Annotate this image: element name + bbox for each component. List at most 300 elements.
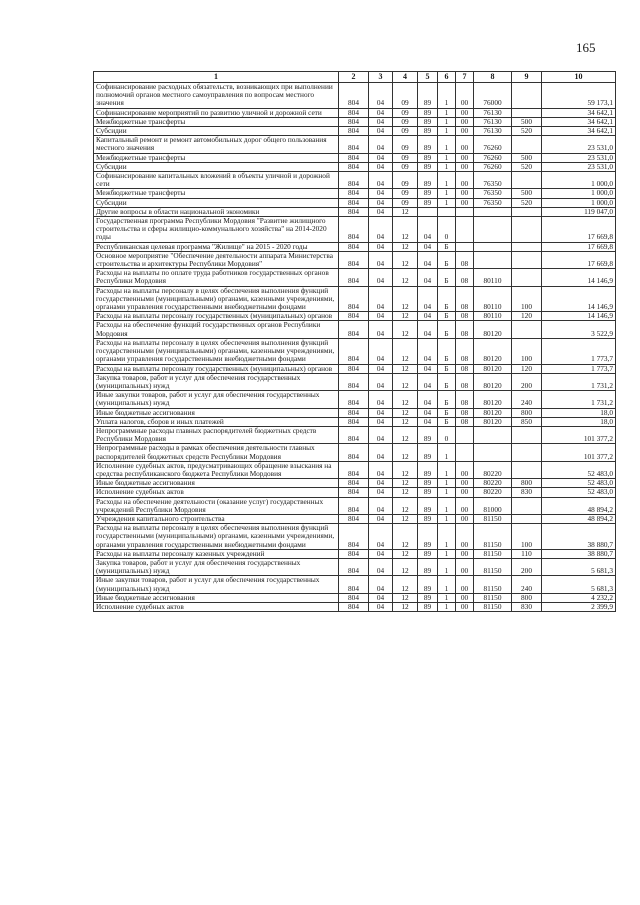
code-subsection: 09 <box>393 172 418 189</box>
code-expense-type: 520 <box>512 162 542 171</box>
amount-cell: 4 232,2 <box>542 593 616 602</box>
table-row <box>94 162 616 171</box>
row-description: Закупка товаров, работ и услуг для обеспечения государственных (муниципальных) нужд <box>94 558 339 575</box>
budget-table <box>93 71 616 612</box>
code-subsection: 12 <box>393 338 418 364</box>
code-subsection: 12 <box>393 576 418 593</box>
code-direction: 76260 <box>474 162 512 171</box>
code-event: 08 <box>456 312 474 321</box>
row-description: Другие вопросы в области национальной экономики <box>94 207 339 216</box>
amount-cell: 1 000,0 <box>542 172 616 189</box>
code-section: 04 <box>369 373 393 390</box>
code-expense-type <box>512 136 542 153</box>
code-event: 00 <box>456 461 474 478</box>
column-header: 2 <box>339 72 369 83</box>
code-ministry: 804 <box>339 83 369 109</box>
code-section: 04 <box>369 312 393 321</box>
code-subprogram: 1 <box>438 153 456 162</box>
code-subprogram: Б <box>438 338 456 364</box>
code-event <box>456 426 474 443</box>
code-event: 00 <box>456 549 474 558</box>
amount-cell: 23 531,0 <box>542 153 616 162</box>
code-direction: 81150 <box>474 514 512 523</box>
code-expense-type: 240 <box>512 391 542 408</box>
row-description: Иные закупки товаров, работ и услуг для обеспечения государственных (муниципальных) нужд <box>94 576 339 593</box>
code-direction <box>474 217 512 243</box>
code-section: 04 <box>369 321 393 338</box>
code-expense-type: 800 <box>512 593 542 602</box>
row-description: Расходы на выплаты персоналу казенных учреждений <box>94 549 339 558</box>
code-program: 04 <box>418 269 438 286</box>
code-subprogram: 1 <box>438 479 456 488</box>
code-event: 00 <box>456 83 474 109</box>
code-expense-type: 100 <box>512 524 542 550</box>
code-subprogram: 1 <box>438 488 456 497</box>
code-subprogram: 1 <box>438 127 456 136</box>
code-expense-type: 100 <box>512 286 542 312</box>
code-program: 89 <box>418 136 438 153</box>
code-expense-type: 830 <box>512 488 542 497</box>
code-event: 00 <box>456 189 474 198</box>
code-section: 04 <box>369 391 393 408</box>
code-subprogram: 1 <box>438 136 456 153</box>
row-description: Субсидии <box>94 127 339 136</box>
code-direction: 76260 <box>474 153 512 162</box>
column-header: 10 <box>542 72 616 83</box>
amount-cell: 119 047,0 <box>542 207 616 216</box>
table-row <box>94 479 616 488</box>
code-program: 04 <box>418 321 438 338</box>
row-description: Софинансирование расходных обязательств, возникающих при выполнении полномочий органов местного самоуправления по вопросам местного значения <box>94 83 339 109</box>
code-expense-type <box>512 217 542 243</box>
amount-cell: 1 731,2 <box>542 373 616 390</box>
code-ministry: 804 <box>339 172 369 189</box>
code-ministry: 804 <box>339 117 369 126</box>
code-section: 04 <box>369 251 393 268</box>
code-subsection: 09 <box>393 189 418 198</box>
code-ministry: 804 <box>339 497 369 514</box>
row-description: Исполнение судебных актов, предусматривающих обращение взыскания на средства республиканского бюджета Республики Мордовия <box>94 461 339 478</box>
code-program: 89 <box>418 602 438 611</box>
code-section: 04 <box>369 127 393 136</box>
table-row <box>94 217 616 243</box>
code-section: 04 <box>369 426 393 443</box>
code-program: 04 <box>418 286 438 312</box>
amount-cell: 34 642,1 <box>542 117 616 126</box>
table-row <box>94 286 616 312</box>
code-section: 04 <box>369 576 393 593</box>
code-event: 00 <box>456 576 474 593</box>
table-row <box>94 391 616 408</box>
code-expense-type: 800 <box>512 408 542 417</box>
amount-cell: 34 642,1 <box>542 127 616 136</box>
table-row <box>94 338 616 364</box>
column-header: 5 <box>418 72 438 83</box>
code-program: 04 <box>418 217 438 243</box>
code-section: 04 <box>369 83 393 109</box>
table-row <box>94 108 616 117</box>
code-ministry: 804 <box>339 444 369 461</box>
code-direction <box>474 251 512 268</box>
code-direction: 80220 <box>474 461 512 478</box>
code-program: 89 <box>418 198 438 207</box>
code-subsection: 12 <box>393 207 418 216</box>
code-ministry: 804 <box>339 364 369 373</box>
code-section: 04 <box>369 189 393 198</box>
amount-cell: 52 483,0 <box>542 479 616 488</box>
code-expense-type: 520 <box>512 127 542 136</box>
code-ministry: 804 <box>339 426 369 443</box>
code-program: 89 <box>418 593 438 602</box>
table-row <box>94 189 616 198</box>
row-description: Исполнение судебных актов <box>94 602 339 611</box>
row-description: Межбюджетные трансферты <box>94 117 339 126</box>
code-subsection: 12 <box>393 549 418 558</box>
code-expense-type: 120 <box>512 312 542 321</box>
code-expense-type <box>512 172 542 189</box>
code-program: 04 <box>418 364 438 373</box>
code-expense-type <box>512 426 542 443</box>
code-event: 00 <box>456 558 474 575</box>
table-row <box>94 242 616 251</box>
code-subsection: 12 <box>393 217 418 243</box>
code-event: 00 <box>456 524 474 550</box>
code-section: 04 <box>369 461 393 478</box>
code-subprogram: Б <box>438 391 456 408</box>
code-program: 89 <box>418 576 438 593</box>
code-section: 04 <box>369 269 393 286</box>
code-expense-type: 100 <box>512 338 542 364</box>
code-expense-type <box>512 83 542 109</box>
code-event: 00 <box>456 479 474 488</box>
code-direction: 80120 <box>474 364 512 373</box>
row-description: Иные бюджетные ассигнования <box>94 593 339 602</box>
code-ministry: 804 <box>339 189 369 198</box>
amount-cell: 17 669,8 <box>542 242 616 251</box>
table-row <box>94 117 616 126</box>
table-row <box>94 549 616 558</box>
code-expense-type <box>512 321 542 338</box>
code-ministry: 804 <box>339 286 369 312</box>
column-header: 6 <box>438 72 456 83</box>
code-event: 00 <box>456 162 474 171</box>
code-subsection: 12 <box>393 488 418 497</box>
code-subsection: 09 <box>393 162 418 171</box>
code-subprogram: 1 <box>438 549 456 558</box>
table-row <box>94 417 616 426</box>
code-section: 04 <box>369 338 393 364</box>
column-header: 4 <box>393 72 418 83</box>
code-direction: 80120 <box>474 408 512 417</box>
amount-cell: 34 642,1 <box>542 108 616 117</box>
code-subprogram <box>438 207 456 216</box>
code-program: 89 <box>418 162 438 171</box>
table-row <box>94 602 616 611</box>
amount-cell: 18,0 <box>542 417 616 426</box>
code-subsection: 12 <box>393 251 418 268</box>
code-expense-type <box>512 514 542 523</box>
code-program: 89 <box>418 117 438 126</box>
code-subsection: 12 <box>393 321 418 338</box>
code-program <box>418 207 438 216</box>
table-row <box>94 488 616 497</box>
code-subsection: 12 <box>393 391 418 408</box>
code-program: 04 <box>418 408 438 417</box>
table-row <box>94 444 616 461</box>
row-description: Непрограммные расходы в рамках обеспечения деятельности главных распорядителей бюджетных средств Республики Мордовия <box>94 444 339 461</box>
table-row <box>94 461 616 478</box>
amount-cell: 52 483,0 <box>542 461 616 478</box>
code-program: 89 <box>418 426 438 443</box>
code-direction: 76000 <box>474 83 512 109</box>
code-program: 89 <box>418 514 438 523</box>
code-expense-type <box>512 242 542 251</box>
code-direction <box>474 444 512 461</box>
code-subprogram: 1 <box>438 83 456 109</box>
code-program: 89 <box>418 444 438 461</box>
amount-cell: 38 880,7 <box>542 549 616 558</box>
code-subsection: 12 <box>393 269 418 286</box>
code-expense-type: 800 <box>512 479 542 488</box>
row-description: Иные закупки товаров, работ и услуг для обеспечения государственных (муниципальных) нужд <box>94 391 339 408</box>
code-subsection: 12 <box>393 242 418 251</box>
code-ministry: 804 <box>339 251 369 268</box>
code-direction: 76130 <box>474 127 512 136</box>
code-direction <box>474 207 512 216</box>
code-section: 04 <box>369 207 393 216</box>
amount-cell: 52 483,0 <box>542 488 616 497</box>
row-description: Расходы на выплаты персоналу в целях обеспечения выполнения функций государственными (муниципальными) органами, казенными учреждениями, органами управления государственными внебюджетными фондами <box>94 286 339 312</box>
amount-cell: 23 531,0 <box>542 136 616 153</box>
row-description: Учреждения капитального строительства <box>94 514 339 523</box>
header-row <box>94 72 616 83</box>
code-subprogram: 1 <box>438 558 456 575</box>
code-section: 04 <box>369 136 393 153</box>
column-header: 1 <box>94 72 339 83</box>
code-direction: 80120 <box>474 321 512 338</box>
column-header: 8 <box>474 72 512 83</box>
code-direction: 81150 <box>474 524 512 550</box>
code-expense-type: 200 <box>512 373 542 390</box>
code-direction: 81150 <box>474 602 512 611</box>
code-program: 89 <box>418 127 438 136</box>
code-event <box>456 242 474 251</box>
amount-cell: 3 522,9 <box>542 321 616 338</box>
row-description: Расходы на выплаты персоналу государственных (муниципальных) органов <box>94 312 339 321</box>
code-program: 04 <box>418 417 438 426</box>
table-row <box>94 207 616 216</box>
amount-cell: 1 731,2 <box>542 391 616 408</box>
code-event: 00 <box>456 117 474 126</box>
code-program: 04 <box>418 242 438 251</box>
code-direction: 76130 <box>474 108 512 117</box>
code-event: 00 <box>456 172 474 189</box>
row-description: Республиканская целевая программа "Жилище" на 2015 - 2020 годы <box>94 242 339 251</box>
code-direction: 76130 <box>474 117 512 126</box>
row-description: Расходы на выплаты персоналу государственных (муниципальных) органов <box>94 364 339 373</box>
table-row <box>94 321 616 338</box>
code-section: 04 <box>369 117 393 126</box>
code-subsection: 12 <box>393 373 418 390</box>
code-event: 08 <box>456 417 474 426</box>
amount-cell: 48 894,2 <box>542 514 616 523</box>
code-ministry: 804 <box>339 549 369 558</box>
code-subprogram: Б <box>438 373 456 390</box>
table-row <box>94 172 616 189</box>
code-ministry: 804 <box>339 198 369 207</box>
row-description: Уплата налогов, сборов и иных платежей <box>94 417 339 426</box>
code-subprogram: 1 <box>438 514 456 523</box>
code-event: 08 <box>456 269 474 286</box>
code-ministry: 804 <box>339 242 369 251</box>
code-direction: 80120 <box>474 391 512 408</box>
amount-cell: 101 377,2 <box>542 444 616 461</box>
code-subprogram: Б <box>438 251 456 268</box>
row-description: Иные бюджетные ассигнования <box>94 408 339 417</box>
code-ministry: 804 <box>339 514 369 523</box>
amount-cell: 14 146,9 <box>542 269 616 286</box>
code-direction: 81000 <box>474 497 512 514</box>
code-subsection: 12 <box>393 312 418 321</box>
code-expense-type <box>512 108 542 117</box>
code-program: 89 <box>418 153 438 162</box>
row-description: Расходы на обеспечение функций государственных органов Республики Мордовия <box>94 321 339 338</box>
table-row <box>94 426 616 443</box>
column-header: 3 <box>369 72 393 83</box>
row-description: Расходы на обеспечение деятельности (оказание услуг) государственных учреждений Республики Мордовия <box>94 497 339 514</box>
code-ministry: 804 <box>339 602 369 611</box>
code-direction: 81150 <box>474 549 512 558</box>
column-header: 9 <box>512 72 542 83</box>
amount-cell: 1 773,7 <box>542 338 616 364</box>
code-ministry: 804 <box>339 338 369 364</box>
code-subsection: 09 <box>393 136 418 153</box>
code-ministry: 804 <box>339 488 369 497</box>
row-description: Софинансирование мероприятий по развитию уличной и дорожной сети <box>94 108 339 117</box>
code-program: 89 <box>418 524 438 550</box>
code-direction: 80120 <box>474 373 512 390</box>
code-direction: 80120 <box>474 417 512 426</box>
code-program: 89 <box>418 488 438 497</box>
code-subprogram: 1 <box>438 593 456 602</box>
code-subsection: 12 <box>393 497 418 514</box>
code-subprogram: 1 <box>438 602 456 611</box>
code-ministry: 804 <box>339 479 369 488</box>
code-event <box>456 217 474 243</box>
amount-cell: 14 146,9 <box>542 312 616 321</box>
code-ministry: 804 <box>339 162 369 171</box>
code-expense-type <box>512 269 542 286</box>
table-row <box>94 497 616 514</box>
table-row <box>94 558 616 575</box>
table-row <box>94 593 616 602</box>
row-description: Расходы на выплаты персоналу в целях обеспечения выполнения функций государственными (муниципальными) органами, казенными учреждениями, органами управления государственными внебюджетными фондами <box>94 338 339 364</box>
table-row <box>94 514 616 523</box>
table-row <box>94 153 616 162</box>
code-direction: 80110 <box>474 286 512 312</box>
code-subsection: 09 <box>393 117 418 126</box>
code-section: 04 <box>369 497 393 514</box>
code-subprogram: Б <box>438 408 456 417</box>
code-subsection: 12 <box>393 364 418 373</box>
code-program: 04 <box>418 373 438 390</box>
code-program: 89 <box>418 172 438 189</box>
code-ministry: 804 <box>339 136 369 153</box>
code-subprogram: 1 <box>438 189 456 198</box>
code-ministry: 804 <box>339 153 369 162</box>
amount-cell: 101 377,2 <box>542 426 616 443</box>
code-direction: 80110 <box>474 312 512 321</box>
code-event: 08 <box>456 338 474 364</box>
code-event: 00 <box>456 108 474 117</box>
code-subsection: 12 <box>393 417 418 426</box>
code-subsection: 12 <box>393 558 418 575</box>
code-program: 04 <box>418 338 438 364</box>
code-event <box>456 444 474 461</box>
code-ministry: 804 <box>339 207 369 216</box>
code-expense-type: 520 <box>512 198 542 207</box>
code-ministry: 804 <box>339 373 369 390</box>
code-subprogram: Б <box>438 269 456 286</box>
code-subprogram: 1 <box>438 162 456 171</box>
code-program: 89 <box>418 461 438 478</box>
code-direction: 76260 <box>474 136 512 153</box>
code-subprogram: 1 <box>438 172 456 189</box>
code-expense-type <box>512 251 542 268</box>
code-ministry: 804 <box>339 108 369 117</box>
code-subsection: 12 <box>393 408 418 417</box>
code-expense-type <box>512 444 542 461</box>
table-row <box>94 408 616 417</box>
code-ministry: 804 <box>339 269 369 286</box>
code-program: 89 <box>418 549 438 558</box>
code-ministry: 804 <box>339 312 369 321</box>
row-description: Субсидии <box>94 198 339 207</box>
row-description: Государственная программа Республики Мордовия "Развитие жилищного строительства и сферы жилищно-коммунального хозяйства" на 2014-2020 годы <box>94 217 339 243</box>
code-direction: 80110 <box>474 269 512 286</box>
code-direction: 80120 <box>474 338 512 364</box>
code-subsection: 12 <box>393 602 418 611</box>
code-section: 04 <box>369 162 393 171</box>
code-direction: 76350 <box>474 198 512 207</box>
amount-cell: 1 000,0 <box>542 198 616 207</box>
code-event: 00 <box>456 514 474 523</box>
code-event: 00 <box>456 488 474 497</box>
code-subprogram: 1 <box>438 497 456 514</box>
code-section: 04 <box>369 479 393 488</box>
table-row <box>94 312 616 321</box>
amount-cell: 23 531,0 <box>542 162 616 171</box>
amount-cell: 14 146,9 <box>542 286 616 312</box>
row-description: Капитальный ремонт и ремонт автомобильных дорог общего пользования местного значения <box>94 136 339 153</box>
table-row <box>94 83 616 109</box>
table-row <box>94 576 616 593</box>
row-description: Межбюджетные трансферты <box>94 189 339 198</box>
amount-cell: 17 669,8 <box>542 217 616 243</box>
code-ministry: 804 <box>339 127 369 136</box>
code-program: 89 <box>418 558 438 575</box>
amount-cell: 1 773,7 <box>542 364 616 373</box>
code-event: 08 <box>456 321 474 338</box>
code-program: 89 <box>418 479 438 488</box>
row-description: Межбюджетные трансферты <box>94 153 339 162</box>
code-section: 04 <box>369 524 393 550</box>
table-row <box>94 127 616 136</box>
code-section: 04 <box>369 488 393 497</box>
code-expense-type: 850 <box>512 417 542 426</box>
column-header: 7 <box>456 72 474 83</box>
code-expense-type: 830 <box>512 602 542 611</box>
